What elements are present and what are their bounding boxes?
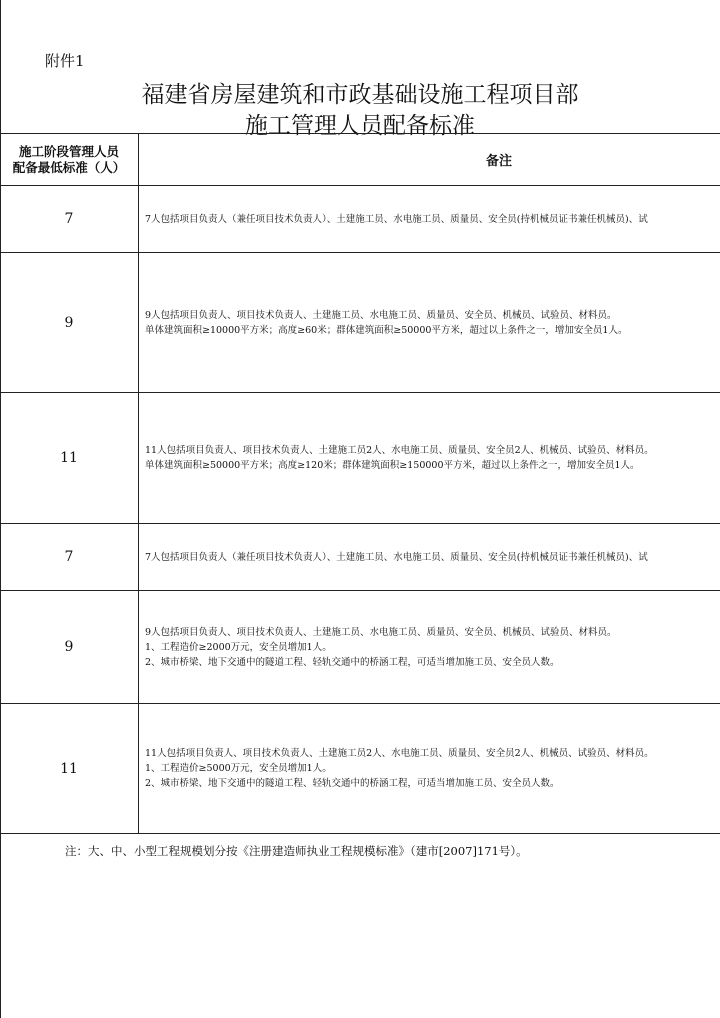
- remarks-line: 9人包括项目负责人、项目技术负责人、土建施工员、水电施工员、质量员、安全员、机械员、试验员、材料员。: [145, 309, 617, 321]
- footnote: 注：大、中、小型工程规模划分按《注册建造师执业工程规模标准》（建市[2007]171号）。: [65, 844, 528, 858]
- header-staff-count-line1: 施工阶段管理人员: [18, 143, 119, 159]
- remarks-line: 单体建筑面积≥10000平方米；高度≥60米；群体建筑面积≥50000平方米，超过以上条件之一，增加安全员1人。: [145, 324, 628, 336]
- remarks-line: 2、城市桥梁、地下交通中的隧道工程、轻轨交通中的桥涵工程，可适当增加施工员、安全员人数。: [145, 778, 560, 789]
- staff-count-cell: [0, 253, 139, 392]
- remarks-line: 2、城市桥梁、地下交通中的隧道工程、轻轨交通中的桥涵工程，可适当增加施工员、安全员人数。: [145, 656, 560, 668]
- remarks-cell: [139, 393, 720, 523]
- staff-count-cell: [0, 186, 139, 252]
- header-staff-count-line2: 配备最低标准（人）: [12, 159, 126, 175]
- staff-count-cell: [0, 704, 139, 833]
- remarks-line: 1、工程造价≥5000万元，安全员增加1人。: [145, 763, 332, 774]
- remarks-cell: [139, 524, 720, 590]
- staff-count-value: 11: [60, 760, 78, 777]
- attachment-label: 附件1: [45, 52, 85, 70]
- header-cell-staff-count: [0, 134, 139, 185]
- remarks-text: [139, 212, 648, 227]
- remarks-text: [139, 308, 627, 338]
- table-row: [0, 393, 720, 524]
- staff-count-cell: [0, 393, 139, 523]
- remarks-line: 单体建筑面积≥50000平方米；高度≥120米；群体建筑面积≥150000平方米，超过以上条件之一，增加安全员1人。: [145, 460, 640, 471]
- table-body: [0, 186, 720, 834]
- staff-count-value: 7: [64, 549, 74, 565]
- remarks-cell: [139, 591, 720, 703]
- staff-count-value: 7: [64, 211, 74, 227]
- remarks-text: [139, 746, 654, 791]
- table-row: [0, 591, 720, 704]
- staff-count-value: 9: [64, 314, 74, 331]
- remarks-line: 1、工程造价≥2000万元，安全员增加1人。: [145, 641, 332, 653]
- table-row: [0, 186, 720, 253]
- remarks-line: 7人包括项目负责人（兼任项目技术负责人）、土建施工员、水电施工员、质量员、安全员(持机械员证书兼任机械员)、试: [145, 213, 648, 225]
- staff-count-value: 11: [60, 450, 78, 466]
- remarks-text: [139, 625, 617, 670]
- remarks-text: [139, 443, 654, 473]
- table-row: [0, 253, 720, 393]
- document-title-line1: 福建省房屋建筑和市政基础设施工程项目部: [141, 82, 579, 108]
- remarks-line: 7人包括项目负责人（兼任项目技术负责人）、土建施工员、水电施工员、质量员、安全员(持机械员证书兼任机械员)、试: [145, 551, 648, 563]
- document-title-line2: 施工管理人员配备标准: [245, 113, 475, 139]
- remarks-line: 11人包括项目负责人、项目技术负责人、土建施工员2人、水电施工员、质量员、安全员2人、机械员、试验员、材料员。: [145, 445, 654, 456]
- staff-count-cell: [0, 591, 139, 703]
- remarks-line: 11人包括项目负责人、项目技术负责人、土建施工员2人、水电施工员、质量员、安全员2人、机械员、试验员、材料员。: [145, 748, 654, 759]
- staffing-table: [0, 133, 720, 834]
- staff-count-value: 9: [64, 639, 74, 655]
- table-row: [0, 524, 720, 591]
- header-cell-remarks: [139, 134, 720, 185]
- staff-count-cell: [0, 524, 139, 590]
- remarks-line: 9人包括项目负责人、项目技术负责人、土建施工员、水电施工员、质量员、安全员、机械员、试验员、材料员。: [145, 626, 617, 638]
- remarks-cell: [139, 704, 720, 833]
- header-remarks-label: 备注: [485, 154, 512, 169]
- table-header-row: [0, 134, 720, 186]
- remarks-cell: [139, 253, 720, 392]
- remarks-text: [139, 550, 648, 565]
- remarks-cell: [139, 186, 720, 252]
- table-row: [0, 704, 720, 834]
